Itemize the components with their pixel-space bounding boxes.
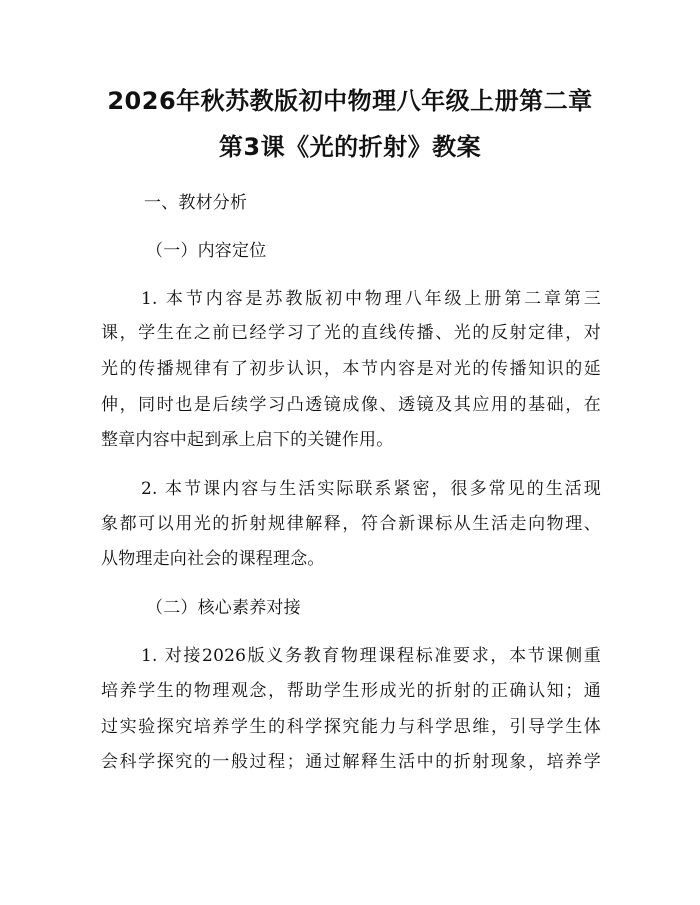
paragraph-1-line-5: 整章内容中起到承上启下的关键作用。	[101, 430, 394, 450]
paragraph-2-line-2: 象都可以用光的折射规律解释，符合新课标从生活走向物理、	[101, 514, 601, 534]
subsection-heading-content-positioning: （一）内容定位	[146, 241, 267, 261]
paragraph-3-line-2: 培养学生的物理观念，帮助学生形成光的折射的正确认知；通	[101, 681, 601, 701]
section-heading-teaching-material-analysis: 一、教材分析	[144, 193, 248, 213]
paragraph-1-line-1: 1. 本节内容是苏教版初中物理八年级上册第二章第三	[141, 289, 601, 309]
document-title-line-2: 第3课《光的折射》教案	[218, 133, 482, 161]
paragraph-1-line-3: 光的传播规律有了初步认识，本节内容是对光的传播知识的延	[101, 359, 601, 379]
paragraph-1-line-2: 课，学生在之前已经学习了光的直线传播、光的反射定律，对	[101, 323, 601, 343]
paragraph-3-line-3: 过实验探究培养学生的科学探究能力与科学思维，引导学生体	[101, 717, 601, 737]
paragraph-1-line-4: 伸，同时也是后续学习凸透镜成像、透镜及其应用的基础，在	[101, 395, 601, 415]
paragraph-3-line-1: 1. 对接2026版义务教育物理课程标准要求，本节课侧重	[141, 646, 601, 666]
paragraph-2-line-3: 从物理走向社会的课程理念。	[101, 549, 325, 569]
subsection-heading-core-literacy: （二）核心素养对接	[146, 598, 301, 618]
document-title-line-1: 2026年秋苏教版初中物理八年级上册第二章	[107, 87, 593, 115]
paragraph-3-line-4: 会科学探究的一般过程；通过解释生活中的折射现象，培养学	[101, 752, 601, 772]
paragraph-2-line-1: 2. 本节课内容与生活实际联系紧密，很多常见的生活现	[141, 479, 601, 499]
